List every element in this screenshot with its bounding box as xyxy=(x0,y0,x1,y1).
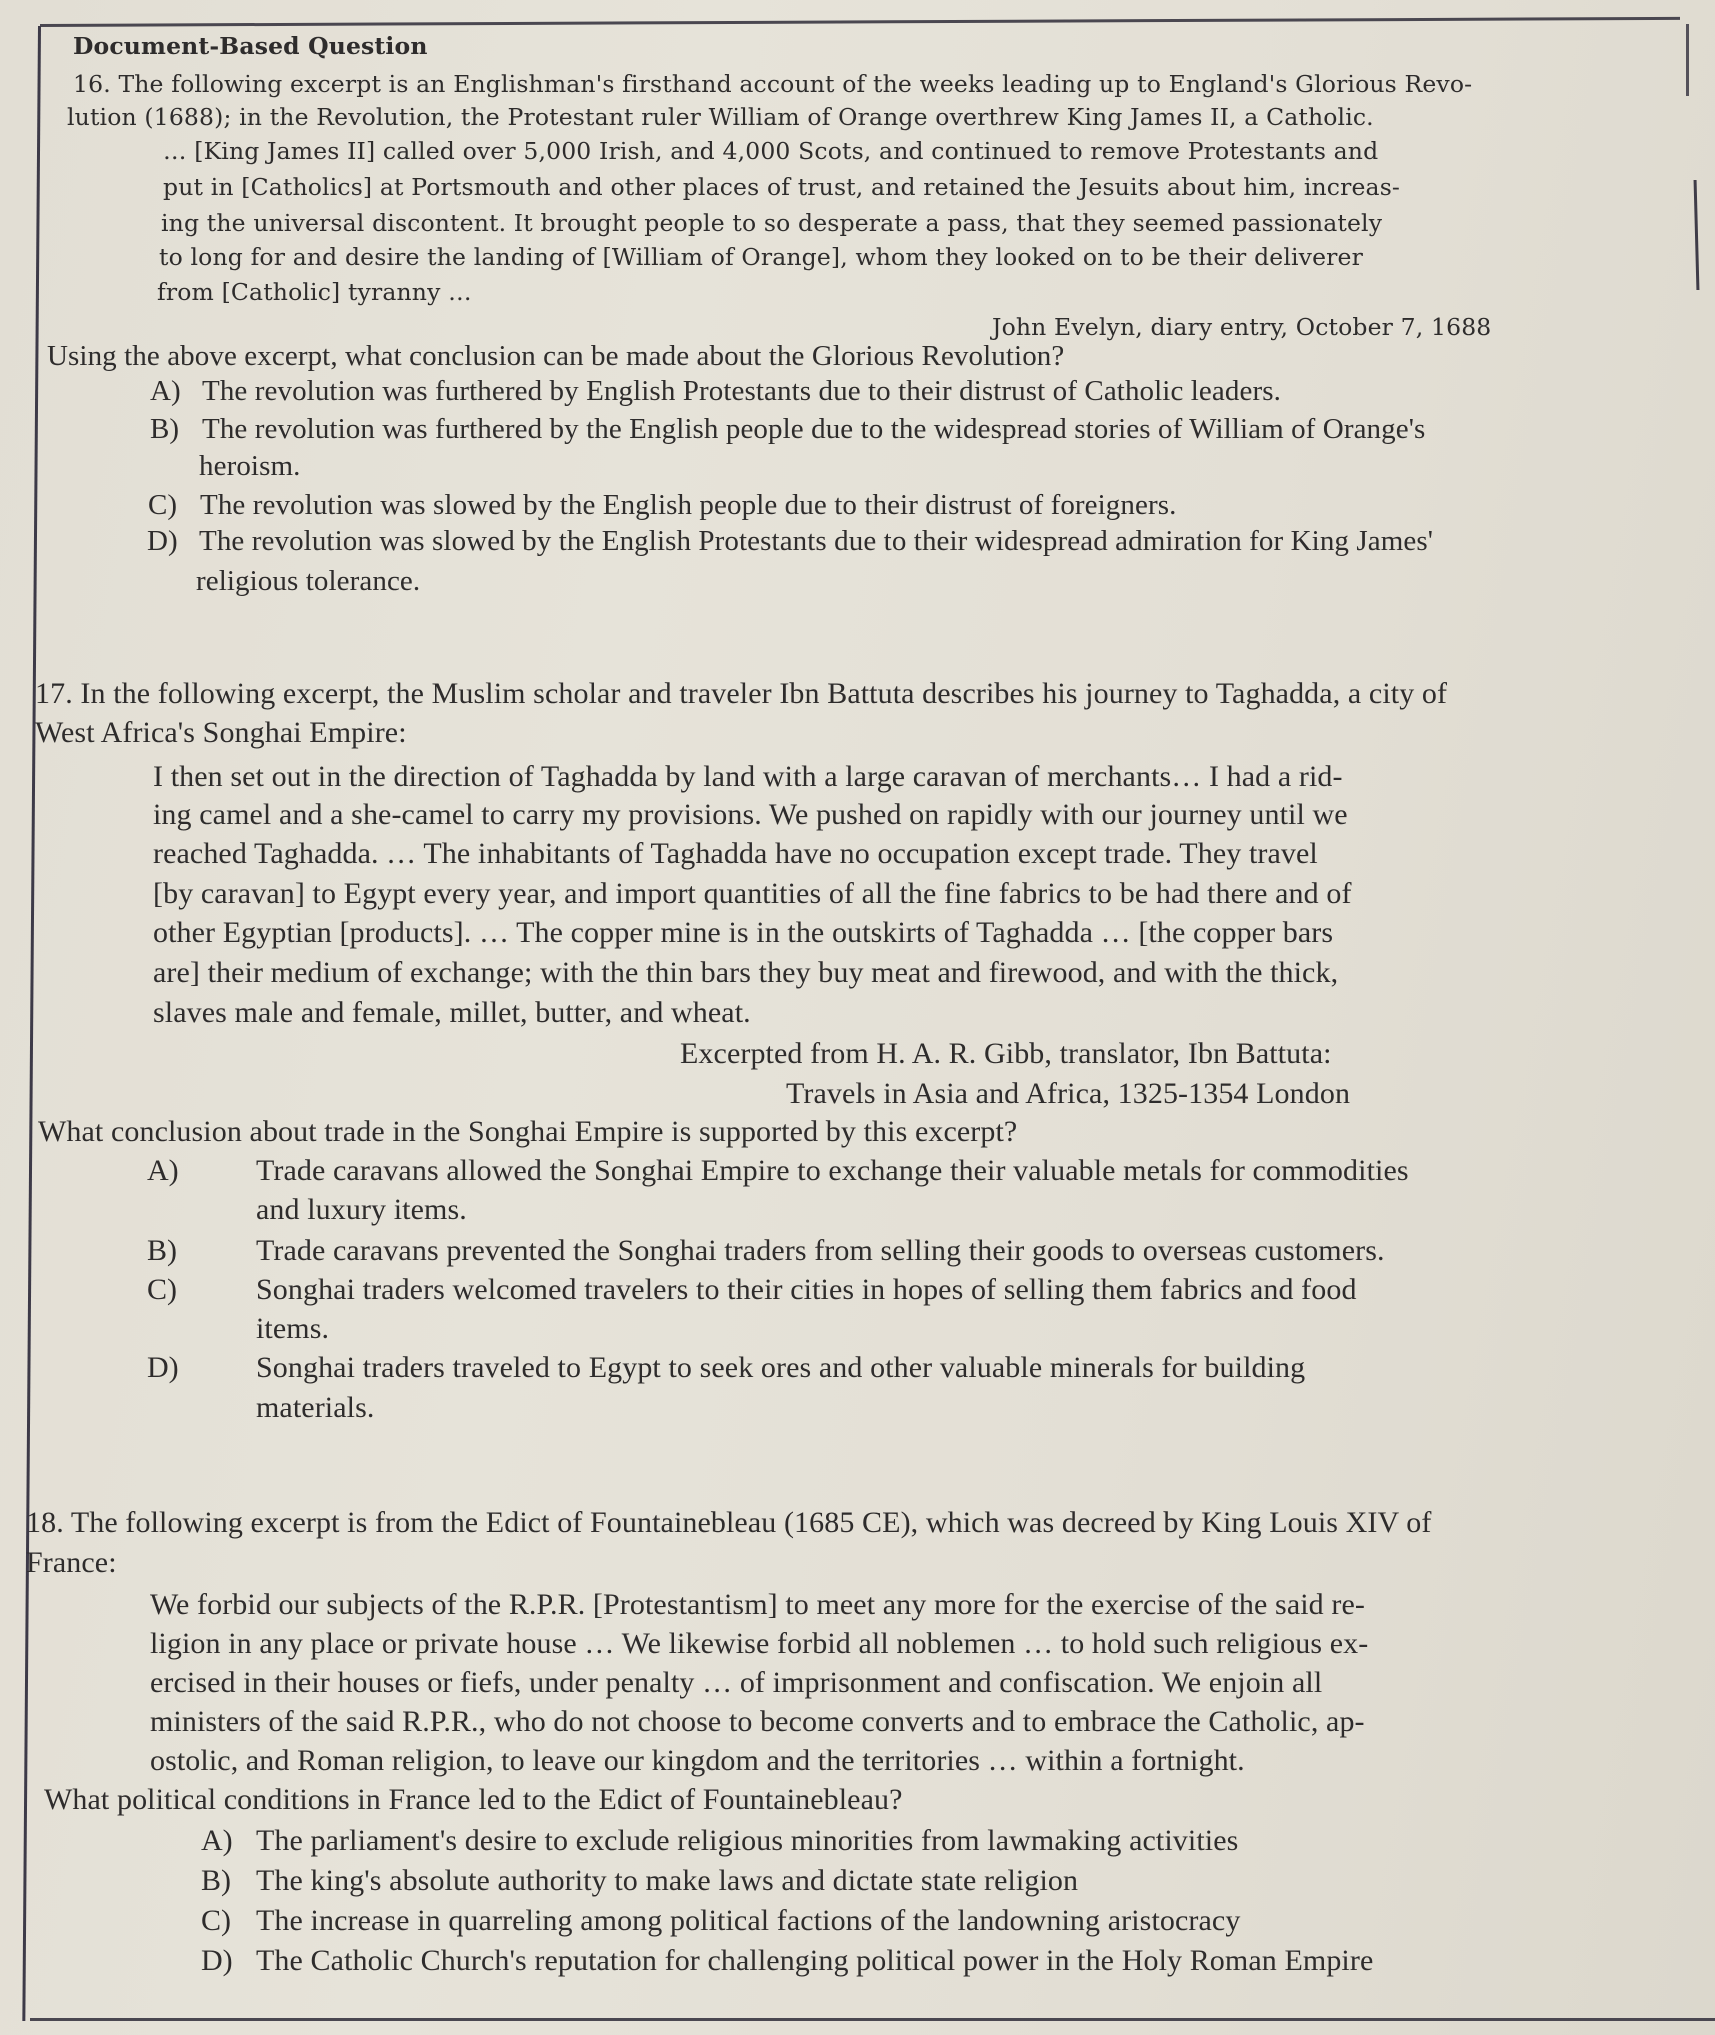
excerpt-line: … [King James II] called over 5,000 Irish, and 4,000 Scots, and continued to remove Protestants and xyxy=(163,137,1379,165)
excerpt-line: are] their medium of exchange; with the thin bars they buy meat and firewood, and with the thick, xyxy=(153,956,1339,989)
question-prompt-line: lution (1688); in the Revolution, the Protestant ruler William of Orange overthrew King James II, a Catholic. xyxy=(67,103,1374,131)
excerpt-line: to long for and desire the landing of [William of Orange], whom they looked on to be their deliverer xyxy=(159,243,1363,271)
excerpt-line: slaves male and female, millet, butter, and wheat. xyxy=(153,996,751,1029)
choice-label: D) xyxy=(147,1351,179,1384)
question-prompt-line: France: xyxy=(26,1546,117,1579)
excerpt-line: from [Catholic] tyranny … xyxy=(157,278,472,306)
excerpt-line: [by caravan] to Egypt every year, and import quantities of all the fine fabrics to be had there and of xyxy=(153,877,1352,910)
frame-border-bottom xyxy=(30,2018,1715,2021)
choice-text: The revolution was slowed by the English Protestants due to their widespread admiration for King James' xyxy=(199,525,1434,557)
frame-border-top xyxy=(40,17,1680,27)
choice-label: D) xyxy=(147,525,178,557)
choice-label: B) xyxy=(150,413,179,445)
choice-label: B) xyxy=(147,1234,177,1267)
frame-border-right-upper xyxy=(1686,24,1689,96)
choice-text: Songhai traders welcomed travelers to their cities in hopes of selling them fabrics and food xyxy=(256,1273,1357,1306)
excerpt-line: ing camel and a she-camel to carry my provisions. We pushed on rapidly with our journey until we xyxy=(153,798,1348,831)
choice-text: The king's absolute authority to make laws and dictate state religion xyxy=(256,1864,1079,1897)
choice-label: A) xyxy=(147,1154,179,1187)
frame-border-right-lower xyxy=(1694,180,1700,290)
choice-label: C) xyxy=(147,1273,177,1306)
choice-label: D) xyxy=(201,1944,233,1977)
excerpt-line: ligion in any place or private house … We likewise forbid all noblemen … to hold such religious ex- xyxy=(150,1627,1369,1660)
question-prompt-line: 18. The following excerpt is from the Edict of Fountainebleau (1685 CE), which was decreed by King Louis XIV of xyxy=(26,1506,1432,1539)
choice-text: Songhai traders traveled to Egypt to seek ores and other valuable minerals for building xyxy=(256,1351,1306,1384)
excerpt-line: put in [Catholics] at Portsmouth and other places of trust, and retained the Jesuits about him, increas- xyxy=(163,173,1400,201)
choice-text: Trade caravans allowed the Songhai Empire to exchange their valuable metals for commodities xyxy=(256,1154,1409,1187)
choice-label: B) xyxy=(201,1864,231,1897)
excerpt-citation: Travels in Asia and Africa, 1325-1354 London xyxy=(786,1077,1351,1110)
choice-label: A) xyxy=(150,375,181,407)
question-prompt-line: 16. The following excerpt is an Englishman's firsthand account of the weeks leading up to England's Glorious Revo- xyxy=(73,70,1473,98)
choice-text: Trade caravans prevented the Songhai traders from selling their goods to overseas customers. xyxy=(256,1234,1385,1267)
choice-text: The Catholic Church's reputation for challenging political power in the Holy Roman Empire xyxy=(256,1944,1374,1977)
excerpt-line: We forbid our subjects of the R.P.R. [Protestantism] to meet any more for the exercise of the said re- xyxy=(150,1588,1365,1621)
choice-text: The parliament's desire to exclude religious minorities from lawmaking activities xyxy=(256,1824,1239,1857)
section-heading: Document-Based Question xyxy=(73,32,428,60)
excerpt-line: I then set out in the direction of Taghadda by land with a large caravan of merchants… I had a rid- xyxy=(153,760,1343,793)
excerpt-line: ostolic, and Roman religion, to leave our kingdom and the territories … within a fortnight. xyxy=(150,1744,1245,1777)
excerpt-line: ministers of the said R.P.R., who do not choose to become converts and to embrace the Catholic, ap- xyxy=(150,1705,1365,1738)
choice-text-continued: and luxury items. xyxy=(256,1193,467,1226)
choice-text-continued: materials. xyxy=(256,1391,375,1424)
question-prompt-line: 17. In the following excerpt, the Muslim scholar and traveler Ibn Battuta describes his journey to Taghadda, a city of xyxy=(35,677,1448,710)
question-prompt-line: West Africa's Songhai Empire: xyxy=(35,716,407,749)
choice-text: The revolution was furthered by the English people due to the widespread stories of William of Orange's xyxy=(202,413,1426,445)
excerpt-line: reached Taghadda. … The inhabitants of Taghadda have no occupation except trade. They travel xyxy=(153,837,1318,870)
choice-label: A) xyxy=(201,1824,233,1857)
choice-text: The increase in quarreling among political factions of the landowning aristocracy xyxy=(256,1904,1241,1937)
choice-label: C) xyxy=(148,489,177,521)
excerpt-citation: John Evelyn, diary entry, October 7, 1688 xyxy=(992,313,1492,341)
choice-text-continued: religious tolerance. xyxy=(196,565,421,597)
question-text: What conclusion about trade in the Songhai Empire is supported by this excerpt? xyxy=(38,1115,1018,1148)
choice-label: C) xyxy=(201,1904,231,1937)
excerpt-line: other Egyptian [products]. … The copper mine is in the outskirts of Taghadda … [the copper bars xyxy=(153,916,1334,949)
question-text: Using the above excerpt, what conclusion can be made about the Glorious Revolution? xyxy=(47,340,1065,372)
question-text: What political conditions in France led to the Edict of Fountainebleau? xyxy=(44,1783,903,1816)
frame-border-left xyxy=(22,26,41,2021)
choice-text: The revolution was furthered by English Protestants due to their distrust of Catholic leaders. xyxy=(202,375,1281,407)
excerpt-citation: Excerpted from H. A. R. Gibb, translator, Ibn Battuta: xyxy=(680,1037,1332,1070)
choice-text-continued: heroism. xyxy=(199,450,301,482)
excerpt-line: ing the universal discontent. It brought people to so desperate a pass, that they seemed passionately xyxy=(161,209,1383,237)
choice-text: The revolution was slowed by the English people due to their distrust of foreigners. xyxy=(200,489,1177,521)
choice-text-continued: items. xyxy=(256,1312,330,1345)
excerpt-line: ercised in their houses or fiefs, under penalty … of imprisonment and confiscation. We enjoin all xyxy=(150,1666,1323,1699)
